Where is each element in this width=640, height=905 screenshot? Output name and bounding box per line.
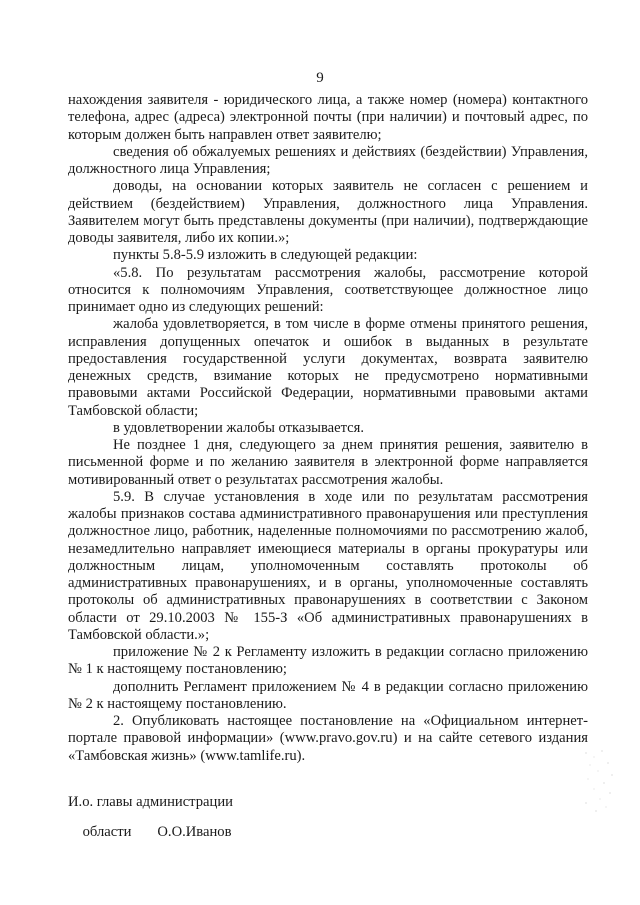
paragraph-clause-5-9: 5.9. В случае установления в ходе или по результатам рассмотрения жалобы признаков состава административного правонарушения или преступления должностное лицо, работник, наделенные полномочиями по рассмотрению жалоб, незамедлительно направляет имеющиеся материалы в органы прокуратуры или должностным лицам, уполномоченным составлять протоколы об административных правонарушениях, и в органы, уполномоченные составлять протоколы об административных правонарушениях в соответствии с Законом области от 29.10.2003 № 155-З «Об административных правонарушениях в Тамбовской области.»; bbox=[68, 488, 588, 643]
page-number: 9 bbox=[316, 70, 324, 86]
paragraph-complaint-rejected: в удовлетворении жалобы отказывается. bbox=[113, 419, 365, 436]
paragraph-applicant-arguments: доводы, на основании которых заявитель не согласен с решением и действием (бездействием) Управления, должностного лица Управления. Заявителем могут быть представлены документы (при наличии), подтверждающие доводы заявителя, либо их копии.»; bbox=[68, 178, 588, 246]
paragraph-appendix-4: дополнить Регламент приложением № 4 в редакции согласно приложению № 2 к настоящему постановлению. bbox=[68, 678, 588, 712]
document-body bbox=[68, 92, 588, 765]
signature-name: О.О.Иванов bbox=[157, 824, 232, 840]
signature-block bbox=[68, 795, 368, 855]
signature-region: области bbox=[82, 824, 132, 840]
paragraph-complaint-satisfied: жалоба удовлетворяется, в том числе в форме отмены принятого решения, исправления допущенных опечаток и ошибок в выданных в результате предоставления государственной услуги документах, возврата заявителю денежных средств, взимание которых не предусмотрено нормативными правовыми актами Российской Федерации, нормативными правовыми актами Тамбовской области; bbox=[68, 316, 588, 419]
paragraph-publication: 2. Опубликовать настоящее постановление на «Официальном интернет-портале правовой информации» (www.pravo.gov.ru) и на сайте сетевого издания «Тамбовская жизнь» (www.tamlife.ru). bbox=[68, 713, 588, 764]
paragraph-response-deadline: Не позднее 1 дня, следующего за днем принятия решения, заявителю в письменной форме и по желанию заявителя в электронной форме направляется мотивированный ответ о результатах рассмотрения жалобы. bbox=[68, 437, 588, 488]
paragraph-appealed-decisions: сведения об обжалуемых решениях и действиях (бездействии) Управления, должностного лица Управления; bbox=[68, 143, 588, 177]
paragraph-points-amendment: пункты 5.8-5.9 изложить в следующей редакции: bbox=[113, 247, 418, 264]
paragraph-applicant-address: нахождения заявителя - юридического лица, а также номер (номера) контактного телефона, адрес (адреса) электронной почты (при наличии) и почтовый адрес, по которым должен быть направлен ответ заявителю; bbox=[68, 92, 588, 143]
scan-artifact bbox=[580, 745, 620, 815]
signature-title: И.о. главы администрации bbox=[68, 794, 233, 810]
paragraph-appendix-2: приложение № 2 к Регламенту изложить в редакции согласно приложению № 1 к настоящему постановлению; bbox=[68, 644, 588, 678]
paragraph-clause-5-8: «5.8. По результатам рассмотрения жалобы, рассмотрение которой относится к полномочиям Управления, соответствующее должностное лицо принимает одно из следующих решений: bbox=[68, 264, 588, 315]
